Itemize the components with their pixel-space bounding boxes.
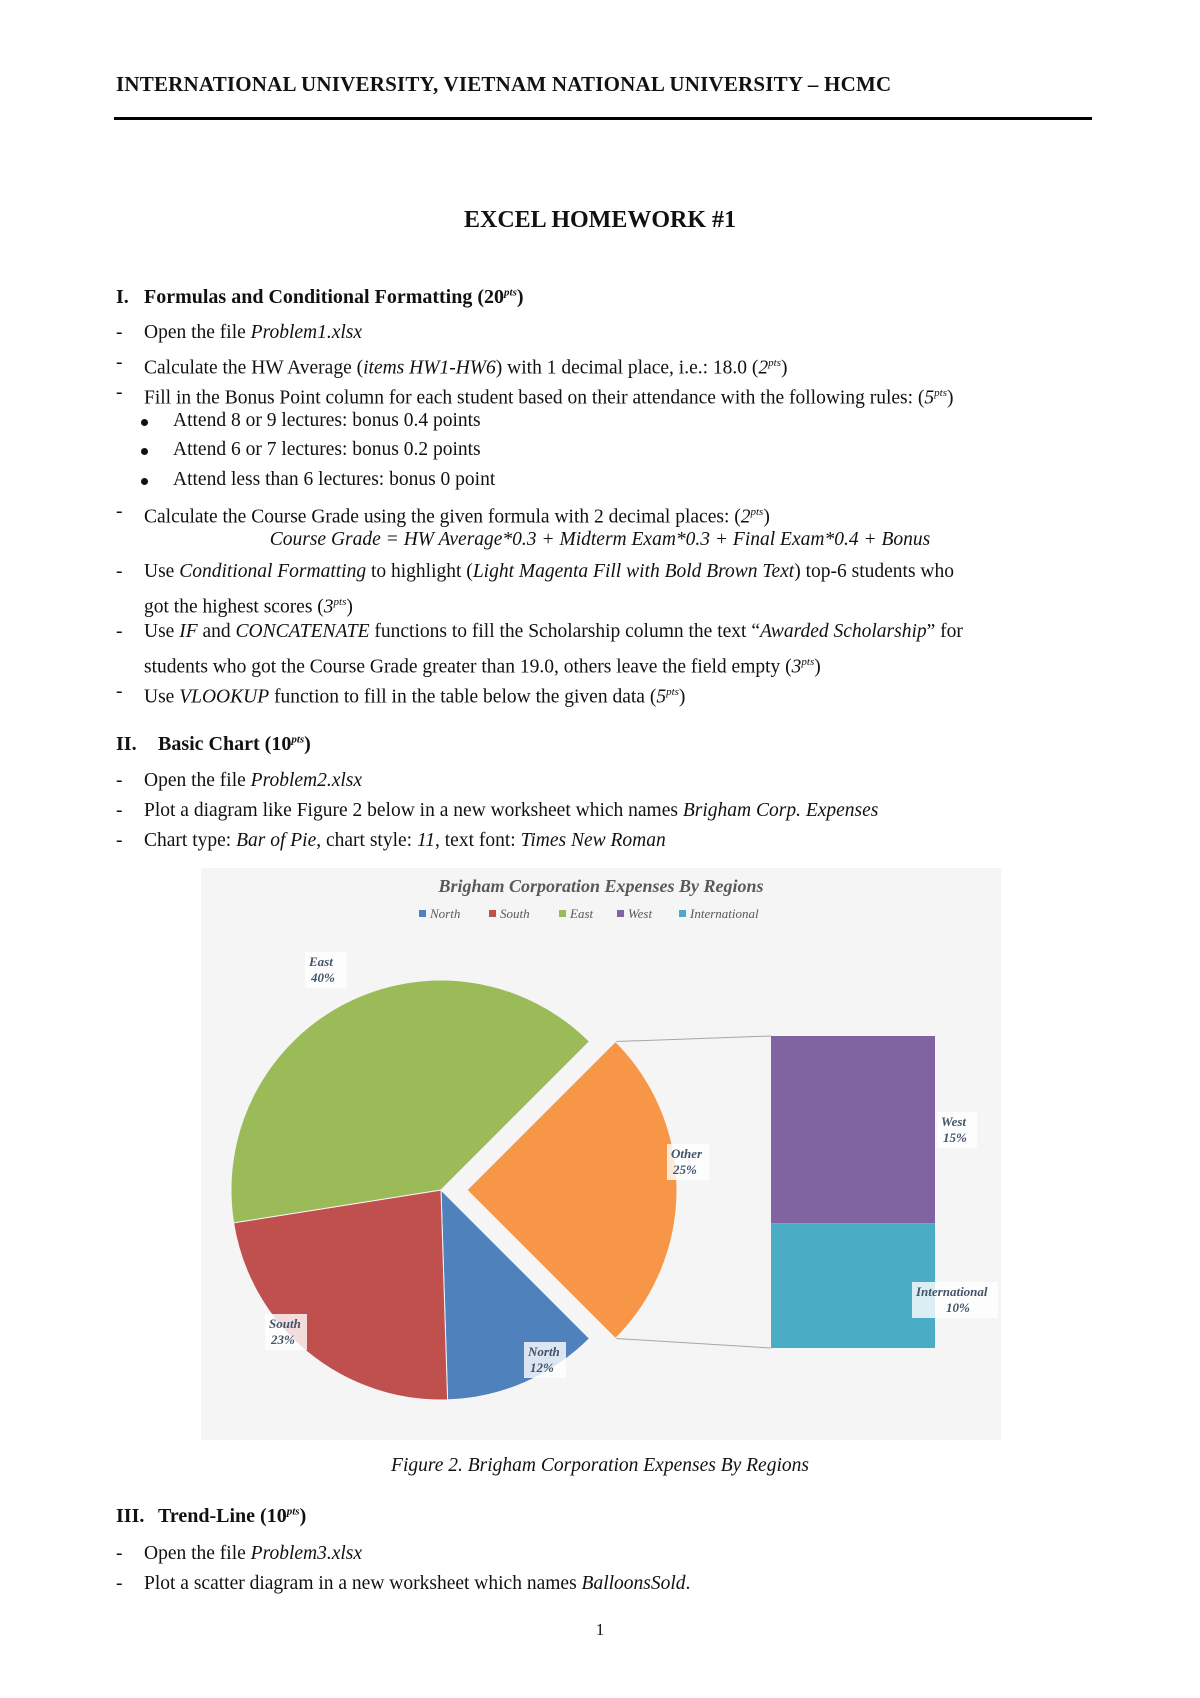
bullet-1-text: Attend 8 or 9 lectures: bonus 0.4 points xyxy=(173,410,481,431)
chart-legend xyxy=(419,906,759,921)
section-3-heading xyxy=(116,1505,306,1528)
s1-l2-e: ) xyxy=(781,357,788,379)
section-2-number: II. xyxy=(116,733,137,755)
course-grade-formula: Course Grade = HW Average*0.3 + Midterm Exam*0.3 + Final Exam*0.4 + Bonus xyxy=(269,529,931,550)
legend-label-north: North xyxy=(430,906,461,921)
s2-l2-a: Plot a diagram like Figure 2 below in a new worksheet which names xyxy=(144,800,683,821)
s1-l6-e: functions to fill the Scholarship column the text “ xyxy=(369,621,760,642)
section-3-number: III. xyxy=(116,1505,145,1527)
dash: - xyxy=(116,352,123,373)
s1-l4-e: ) xyxy=(763,506,770,528)
s1-l7-e: ) xyxy=(678,686,686,708)
section-2-pts: pts xyxy=(291,733,305,746)
chart-title: Brigham Corporation Expenses By Regions xyxy=(438,876,764,896)
s1-l7-d: 5 xyxy=(656,686,667,708)
label-name-south: South xyxy=(269,1316,301,1331)
section-2-close: ) xyxy=(304,733,311,755)
legend-swatch-north xyxy=(419,910,426,917)
s1-l6-d: CONCATENATE xyxy=(235,621,370,642)
s1-l1-file: Problem1.xlsx xyxy=(250,322,363,343)
dash: - xyxy=(116,1543,123,1564)
s1-l3-a: Fill in the Bonus Point column for each student based on their attendance with the following rules: ( xyxy=(144,387,925,409)
section-1-title: Formulas and Conditional Formatting (20 xyxy=(144,286,505,308)
s1-l6-j: ) xyxy=(814,656,821,678)
label-name-other: Other xyxy=(671,1146,703,1161)
dash: - xyxy=(116,681,123,702)
figure-caption: Figure 2. Brigham Corporation Expenses By Regions xyxy=(391,1455,809,1476)
dash: - xyxy=(116,501,123,522)
s2-l2-b: Brigham Corp. Expenses xyxy=(682,800,879,821)
page-number: 1 xyxy=(595,1620,605,1639)
s3-l2-b: BalloonsSold xyxy=(581,1573,686,1594)
s3-l1-file: Problem3.xlsx xyxy=(250,1543,363,1564)
legend-swatch-south xyxy=(489,910,496,917)
section-3-title: Trend-Line (10 xyxy=(158,1505,287,1527)
label-name-international: International xyxy=(916,1284,988,1299)
s1-l5-pts: pts xyxy=(333,596,347,608)
legend-swatch-east xyxy=(559,910,566,917)
section-2-title: Basic Chart (10 xyxy=(158,733,292,755)
s1-l5-h: ) xyxy=(346,596,353,618)
s1-l3-e: ) xyxy=(946,387,954,409)
s1-l6-f: Awarded Scholarship xyxy=(759,621,927,642)
bullet-3-text: Attend less than 6 lectures: bonus 0 point xyxy=(173,469,496,490)
bar-segment-international xyxy=(771,1223,935,1348)
s1-l3-pts: pts xyxy=(934,387,947,399)
s1-l5-e: ) top-6 students who xyxy=(794,561,954,582)
s2-l3-a: Chart type: xyxy=(144,830,237,851)
s2-l3-d: 11 xyxy=(416,830,436,851)
s1-l2-b: items HW1-HW6 xyxy=(363,357,496,379)
s1-l2-pts: pts xyxy=(768,357,782,369)
dash: - xyxy=(116,561,123,582)
s1-l3-d: 5 xyxy=(924,387,935,409)
bullet-dot xyxy=(141,419,148,426)
legend-label-international: International xyxy=(690,906,759,921)
legend-label-south: South xyxy=(500,906,530,921)
bullet-dot xyxy=(141,478,148,485)
dash: - xyxy=(116,621,123,642)
s1-l4-d: 2 xyxy=(740,506,751,528)
label-name-east: East xyxy=(309,954,333,969)
legend-swatch-international xyxy=(679,910,686,917)
s1-l5-d: Light Magenta Fill with Bold Brown Text xyxy=(472,561,795,582)
s1-l7-c: function to fill in the table below the given data ( xyxy=(269,686,657,708)
s1-l5-c: to highlight ( xyxy=(366,561,473,582)
dash: - xyxy=(116,800,123,821)
dash: - xyxy=(116,322,123,343)
s1-l4-a: Calculate the Course Grade using the given formula with 2 decimal places: ( xyxy=(144,506,741,528)
section-2-heading xyxy=(116,733,311,756)
section-1-pts: pts xyxy=(504,286,517,299)
s1-l2-c: ) with 1 decimal place, i.e.: 18.0 ( xyxy=(495,357,759,379)
s2-l3-e: , text font: xyxy=(435,830,521,851)
dash: - xyxy=(116,770,123,791)
s1-l6-h: students who got the Course Grade greater than 19.0, others leave the field empty ( xyxy=(144,656,792,678)
s3-l2-a: Plot a scatter diagram in a new worksheet which names xyxy=(144,1573,582,1594)
s2-l1-a: Open the file xyxy=(144,770,251,791)
section-1-number: I. xyxy=(116,286,129,308)
label-pct-west: 15% xyxy=(943,1130,967,1145)
bar-segments xyxy=(771,1036,935,1348)
s1-l6-g: ” for xyxy=(926,621,963,642)
s1-l5-f: got the highest scores ( xyxy=(144,596,324,618)
s2-l3-f: Times New Roman xyxy=(520,830,666,851)
section-3-pts: pts xyxy=(286,1505,300,1518)
label-pct-south: 23% xyxy=(271,1332,295,1347)
bullet-2-text: Attend 6 or 7 lectures: bonus 0.2 points xyxy=(173,439,481,460)
s1-l5-b: Conditional Formatting xyxy=(179,561,367,582)
s1-l7-a: Use xyxy=(144,686,180,708)
s1-l6-pts: pts xyxy=(801,656,815,668)
s1-l1-text: Open the file xyxy=(144,322,251,343)
bar-of-pie-chart xyxy=(201,868,1001,1440)
label-pct-north: 12% xyxy=(530,1360,554,1375)
s1-l4-pts: pts xyxy=(750,506,764,518)
legend-swatch-west xyxy=(617,910,624,917)
bar-segment-west xyxy=(771,1036,935,1223)
s1-l7-pts: pts xyxy=(666,686,679,698)
label-name-north: North xyxy=(528,1344,560,1359)
label-name-west: West xyxy=(941,1114,967,1129)
section-3-close: ) xyxy=(299,1505,307,1527)
s1-l6-b: IF xyxy=(179,621,198,642)
s2-l1-file: Problem2.xlsx xyxy=(250,770,363,791)
dash: - xyxy=(116,382,123,403)
section-1-close: ) xyxy=(516,286,524,308)
university-header: INTERNATIONAL UNIVERSITY, VIETNAM NATIONAL UNIVERSITY – HCMC xyxy=(116,72,892,96)
s3-l2-c: . xyxy=(685,1573,691,1594)
s1-l6-c: and xyxy=(197,621,236,642)
section-1-heading xyxy=(116,286,524,309)
s1-l2-d: 2 xyxy=(758,357,769,379)
label-pct-international: 10% xyxy=(946,1300,970,1315)
label-pct-east: 40% xyxy=(311,970,335,985)
s1-l5-g: 3 xyxy=(323,596,334,618)
legend-label-west: West xyxy=(628,906,653,921)
bullet-dot xyxy=(141,448,148,455)
legend-label-east: East xyxy=(570,906,594,921)
s1-l7-b: VLOOKUP xyxy=(179,686,270,708)
connector-line-bottom xyxy=(615,1338,771,1348)
label-pct-other: 25% xyxy=(673,1162,697,1177)
dash: - xyxy=(116,830,123,851)
header-rule xyxy=(114,117,1092,120)
s1-l6-a: Use xyxy=(144,621,180,642)
s2-l3-c: , chart style: xyxy=(316,830,417,851)
s1-l2-a: Calculate the HW Average ( xyxy=(144,357,364,379)
document-title: EXCEL HOMEWORK #1 xyxy=(463,207,737,233)
connector-line-top xyxy=(615,1036,771,1042)
s1-l5-a: Use xyxy=(144,561,180,582)
chart-svg xyxy=(201,868,1001,1440)
s1-l6-i: 3 xyxy=(791,656,802,678)
s2-l3-b: Bar of Pie xyxy=(236,830,317,851)
dash: - xyxy=(116,1573,123,1594)
s3-l1-a: Open the file xyxy=(144,1543,251,1564)
pie-slice-south xyxy=(234,1190,448,1400)
